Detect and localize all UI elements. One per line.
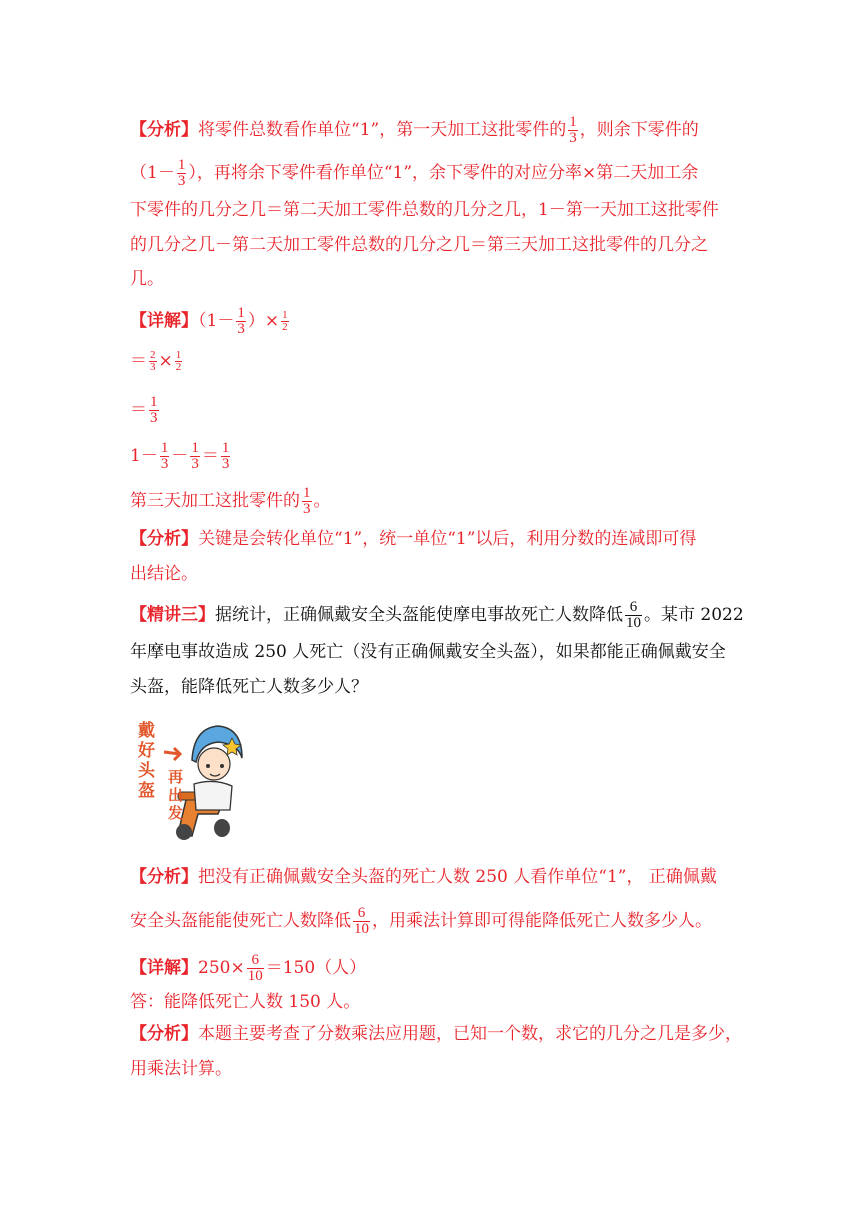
svg-text:头: 头 [138, 761, 155, 781]
fraction: $\frac{6}{10}$ [626, 599, 641, 631]
fraction: $\frac{1}{2}$ [282, 309, 288, 333]
lecture-tag: 【精讲三】 [130, 605, 215, 625]
svg-text:戴: 戴 [138, 721, 155, 741]
analysis-tag: 【分析】 [130, 120, 198, 140]
fraction: $\frac{1}{3}$ [150, 394, 158, 426]
solution-2-answer: 答：能降低死亡人数 150 人。 [130, 992, 361, 1012]
solution-1-line-2: ＝ $\frac{2}{3}$ × $\frac{1}{2}$ [130, 349, 182, 373]
fraction: $\frac{2}{3}$ [150, 349, 156, 373]
analysis-1-line-5: 几。 [130, 269, 164, 289]
analysis-tag: 【分析】 [130, 867, 198, 887]
fraction: $\frac{1}{3}$ [237, 305, 245, 337]
question-line-2: 年摩电事故造成 250 人死亡（没有正确佩戴安全头盔），如果都能正确佩戴安全 [130, 642, 726, 662]
helmet-illustration [134, 714, 252, 840]
solution-tag: 【详解】 [130, 311, 198, 331]
svg-text:再: 再 [168, 768, 184, 786]
fraction: $\frac{6}{10}$ [247, 952, 263, 984]
solution-tag: 【详解】 [130, 958, 198, 978]
analysis-1-line-2: （1－ $\frac{1}{3}$ ），再将余下零件看作单位“1”，余下零件的对应分率×第二天加工余 [130, 157, 699, 189]
svg-text:好: 好 [138, 741, 155, 761]
analysis-1-line-1: 【分析】将零件总数看作单位“1”，第一天加工这批零件的 $\frac{1}{3}$ ，则余下零件的 [130, 114, 699, 146]
analysis-1b-line-2: 出结论。 [130, 564, 198, 584]
analysis-2-line-2: 安全头盔能能使死亡人数降低 $\frac{6}{10}$ ，用乘法计算即可得能降低死亡人数多少人。 [130, 905, 712, 937]
solution-1-line-1: 【详解】（1－ $\frac{1}{3}$ ）× $\frac{1}{2}$ [130, 305, 288, 337]
fraction: $\frac{1}{3}$ [191, 440, 199, 472]
fraction: $\frac{6}{10}$ [354, 905, 369, 937]
analysis-tag: 【分析】 [130, 529, 198, 549]
svg-text:盔: 盔 [138, 781, 155, 801]
analysis-1-line-3: 下零件的几分之几＝第二天加工零件总数的几分之几，1－第一天加工这批零件 [130, 200, 719, 220]
analysis-2b-line-1: 【分析】本题主要考查了分数乘法应用题，已知一个数，求它的几分之几是多少， [130, 1024, 742, 1044]
analysis-1b-line-1: 【分析】关键是会转化单位“1”，统一单位“1”以后，利用分数的连减即可得 [130, 529, 697, 549]
helmet-scooter-image [134, 714, 252, 840]
question-line-3: 头盔，能降低死亡人数多少人？ [130, 677, 368, 697]
fraction: $\frac{1}{2}$ [175, 349, 182, 373]
analysis-1-line-4: 的几分之几－第二天加工零件总数的几分之几＝第三天加工这批零件的几分之 [130, 235, 708, 255]
solution-1-answer: 第三天加工这批零件的 $\frac{1}{3}$ 。 [130, 485, 331, 517]
svg-text:出: 出 [168, 786, 184, 804]
svg-text:发: 发 [168, 804, 184, 822]
solution-2-line-1: 【详解】250× $\frac{6}{10}$ ＝150（人） [130, 952, 367, 984]
solution-1-line-3: ＝ $\frac{1}{3}$ [130, 394, 158, 426]
analysis-2b-line-2: 用乘法计算。 [130, 1059, 232, 1079]
analysis-tag: 【分析】 [130, 1024, 198, 1044]
fraction: $\frac{1}{3}$ [160, 440, 169, 472]
solution-1-line-4: 1－ $\frac{1}{3}$ － $\frac{1}{3}$ ＝ $\frac{1}{3}$ [130, 440, 230, 472]
fraction: $\frac{1}{3}$ [303, 485, 311, 517]
fraction: $\frac{1}{3}$ [569, 114, 577, 146]
question-line-1: 【精讲三】据统计，正确佩戴安全头盔能使摩电事故死亡人数降低 $\frac{6}{10}$ 。某市 2022 [130, 599, 744, 631]
fraction: $\frac{1}{3}$ [177, 157, 186, 189]
analysis-2-line-1: 【分析】把没有正确佩戴安全头盔的死亡人数 250 人看作单位“1”， 正确佩戴 [130, 867, 717, 887]
fraction: $\frac{1}{3}$ [221, 440, 230, 472]
